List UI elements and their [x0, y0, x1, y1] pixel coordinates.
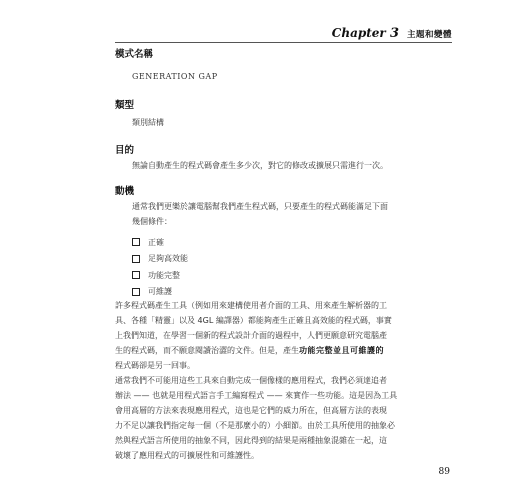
pattern-name-value: GENERATION GAP	[132, 72, 218, 81]
chapter-title: 主題和變體	[406, 30, 452, 40]
paragraph-line: 上我們知道，在學習一個新的程式設計介面的過程中，人們更願意研究電腦產	[115, 331, 387, 340]
type-heading: 類型	[115, 100, 135, 111]
paragraph-line: 會用高層的方法來表現應用程式，這也是它們的威力所在，但高層方法的表現	[115, 406, 387, 415]
checklist-label: 正確	[148, 237, 164, 247]
condition-checklist	[132, 234, 188, 300]
checkbox-icon	[132, 238, 140, 246]
paragraph-line: 具、各種「精靈」以及 4GL 編譯器）都能夠產生正確且高效能的程式碼，事實	[115, 316, 392, 325]
checkbox-icon	[132, 271, 140, 279]
motivation-intro-line: 通常我們更樂於讓電腦幫我們產生程式碼，只要產生的程式碼能滿足下面	[132, 202, 388, 211]
checklist-item	[132, 251, 188, 268]
type-value: 類別結構	[132, 118, 164, 127]
paragraph-line	[115, 343, 433, 358]
emphasized-text: 功能完整並且可維護的	[299, 346, 384, 355]
intent-heading: 目的	[115, 145, 135, 156]
paragraph-line: 通常我們不可能用這些工具來自動完成一個像樣的應用程式，我們必須達追者	[115, 376, 387, 385]
checklist-label: 功能完整	[148, 270, 180, 280]
paragraph-line: 辦法 —— 也就是用程式語言手工編寫程式 —— 來實作一些功能。這是因為工具	[115, 391, 398, 400]
chapter-label	[332, 26, 399, 41]
paragraph-text: 生的程式碼，而不願意閱讀治澀的文件。但是，產生	[115, 346, 299, 355]
checklist-label: 可維護	[148, 287, 172, 297]
running-header	[332, 26, 452, 41]
paragraph-line: 程式碼卻是另一回事。	[115, 361, 195, 370]
header-rule	[115, 42, 452, 43]
chapter-number: 3	[389, 26, 399, 41]
motivation-intro	[132, 199, 432, 229]
chapter-word: Chapter	[331, 26, 386, 40]
checkbox-icon	[132, 255, 140, 263]
motivation-heading: 動機	[115, 186, 135, 197]
motivation-intro-line: 幾個條件：	[132, 217, 172, 226]
checklist-item	[132, 267, 188, 284]
pattern-name-heading: 模式名稱	[115, 49, 154, 60]
paragraph-line: 破壞了應用程式的可擴展性和可維護性。	[115, 451, 259, 460]
intent-text: 無論自動產生的程式碼會產生多少次，對它的修改或擴展只需進行一次。	[132, 161, 388, 170]
checklist-item	[132, 234, 188, 251]
page-number: 89	[438, 467, 450, 477]
paragraph-line: 許多程式碼產生工具（例如用來建構使用者介面的工具、用來產生解析器的工	[115, 301, 387, 310]
paragraph-line: 然與程式語言所使用的抽象不同，因此得到的結果是兩種抽象混雜在一起，這	[115, 436, 387, 445]
checkbox-icon	[132, 288, 140, 296]
checklist-label: 足夠高效能	[148, 254, 188, 264]
body-paragraph-1	[115, 298, 433, 373]
body-paragraph-2	[115, 373, 433, 463]
paragraph-line: 力不足以讓我們指定每一個（不是那麼小的）小細節。由於工具所使用的抽象必	[115, 421, 395, 430]
